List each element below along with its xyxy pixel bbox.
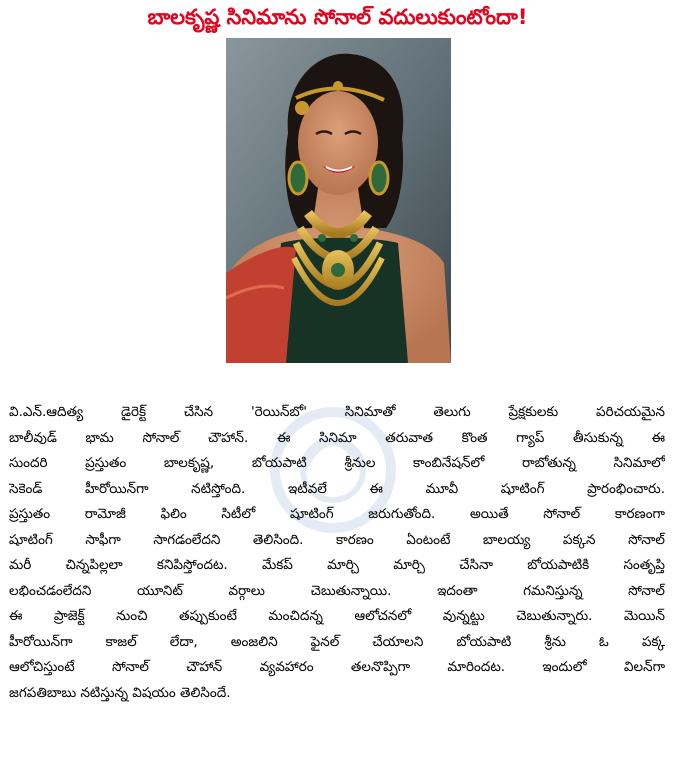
article-line: ప్రస్తుతం రామోజీ ఫిలిం సిటీలో షూటింగ్ జరుగుతోంది. అయితే సోనాల్ కారణంగా [9, 506, 665, 522]
article-line: లభించడంలేదని యూనిట్ వర్గాలు చెబుతున్నాయి. ఇదంతా గమనిస్తున్న సోనాల్ [9, 582, 665, 599]
article-line: సెకెండ్ హీరోయిన్‌గా నటిస్తోంది. ఇటీవలే ఈ మూవీ షూటింగ్ ప్రారంభించారు. [9, 480, 665, 497]
article-line: సుందరి ప్రస్తుతం బాలకృష్ణ, బోయపాటి శ్రీనుల కాంబినేషన్‌లో రాబోతున్న సినిమాలో [9, 455, 665, 471]
headline: బాలకృష్ణ సినిమాను సోనాల్ వదులుకుంటోందా! [147, 5, 528, 29]
actress-photo [226, 38, 451, 363]
article-line: ఆలోచిస్తుంటే సోనాల్ చౌహాన్ వ్యవహారం తలనొప్పిగా మారిందట. ఇందులో విలన్‌గా [9, 659, 665, 675]
article-line: ఈ ప్రాజెక్ట్ నుంచి తప్పుకుంటే మంచిదన్న ఆలోచనలో వున్నట్టు చెబుతున్నారు. మెయిన్ [9, 608, 665, 624]
article-line: బాలీవుడ్ భామ సోనాల్ చౌహాన్. ఈ సినిమా తరువాత కొంత గ్యాప్ తీసుకున్న ఈ [9, 429, 665, 446]
article-line: వి.ఎన్.ఆదిత్య డైరెక్ట్ చేసిన 'రెయిన్‌బో' సినిమాతో తెలుగు ప్రేక్షకులకు పరిచయమైన [9, 404, 665, 420]
article-body [9, 400, 665, 706]
article-line: జగపతిబాబు నటిస్తున్న విషయం తెలిసిందే. [9, 684, 231, 701]
actress-photo-icon [226, 38, 451, 363]
article-line: మరీ చిన్నపిల్లలా కనిపిస్తోందట. మేకప్ మార్చి మార్చి చేసినా బోయపాటికి సంతృప్తి [9, 557, 665, 573]
article-line: షూటింగ్ సాఫీగా సాగడంలేదని తెలిసింది. కారణం ఏంటంటే బాలయ్య పక్కన సోనాల్ [9, 531, 665, 548]
article-line: హీరోయిన్‌గా కాజల్ లేదా, అంజలిని ఫైనల్ చేయాలని బోయపాటి శ్రీను ఓ పక్క [9, 633, 665, 650]
